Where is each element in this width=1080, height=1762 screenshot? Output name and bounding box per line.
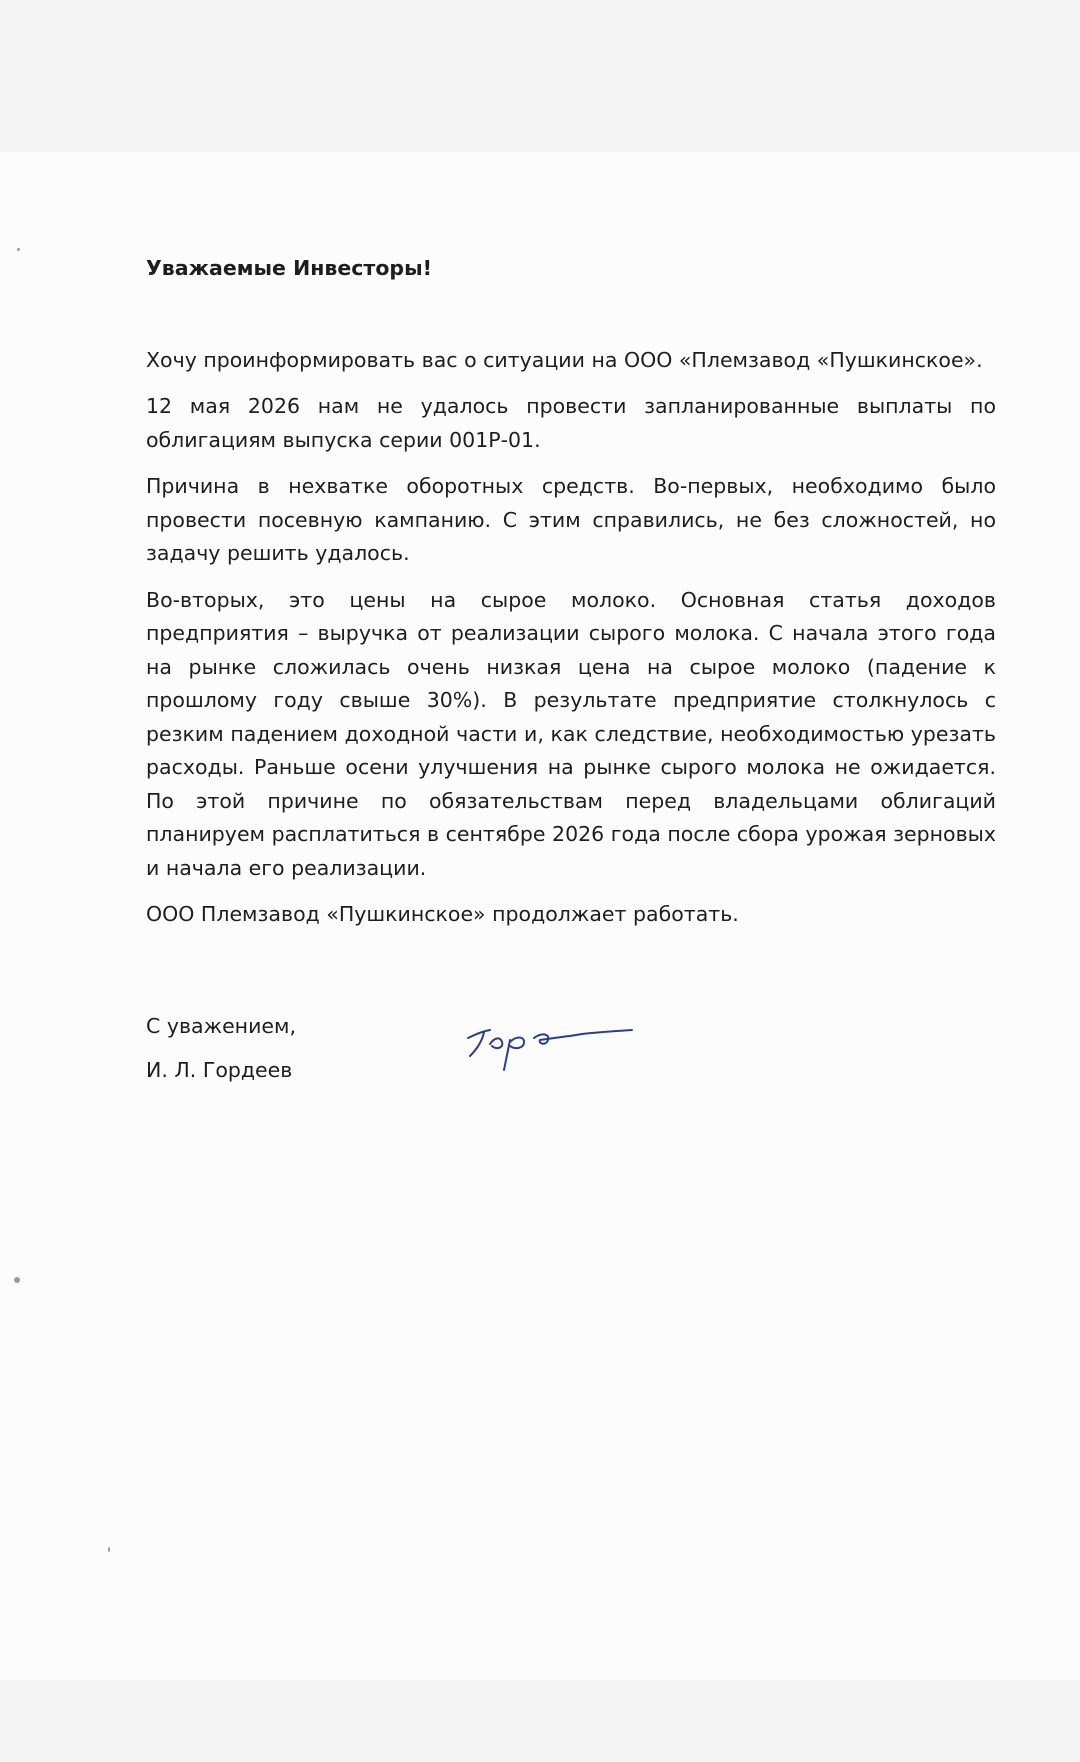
letter-paragraph-1: Хочу проинформировать вас о ситуации на ООО «Племзавод «Пушкинское». <box>146 347 983 372</box>
scan-speck <box>17 248 20 251</box>
letter-page <box>0 152 1080 1680</box>
letter-signoff <box>146 1010 746 1087</box>
letter-paragraph-3: Причина в нехватке оборотных средств. Во-первых, необходимо было провести посевную кампанию. С этим справились, не без сложностей, но задачу решить удалось. <box>146 474 996 565</box>
letter-paragraph-4: Во-вторых, это цены на сырое молоко. Основная статья доходов предприятия – выручка от реализации сырого молока. С начала этого года на рынке сложилась очень низкая цена на сырое молоко (падение к прошлому году свыше 30%). В результате предприятие столкнулось с резким падением доходной части и, как следствие, необходимостью урезать расходы. Раньше осени улучшения на рынке сырого молока не ожидается. По этой причине по обязательствам перед владельцами облигаций планируем расплатиться в сентябре 2026 года после сбора урожая зерновых и начала его реализации. <box>146 587 996 880</box>
handwritten-signature <box>462 1014 642 1074</box>
letter-greeting: Уважаемые Инвесторы! <box>146 256 432 280</box>
letter-closing: С уважением, <box>146 1014 297 1038</box>
letter-paragraph-2: 12 мая 2026 нам не удалось провести запланированные выплаты по облигациям выпуска серии 001Р-01. <box>146 394 996 452</box>
letter-body <box>146 252 996 945</box>
scan-speck <box>14 1277 20 1283</box>
letter-signer-name: И. Л. Гордеев <box>146 1057 293 1082</box>
scan-speck <box>108 1547 110 1552</box>
letter-paragraph-5: ООО Племзавод «Пушкинское» продолжает работать. <box>146 902 739 926</box>
